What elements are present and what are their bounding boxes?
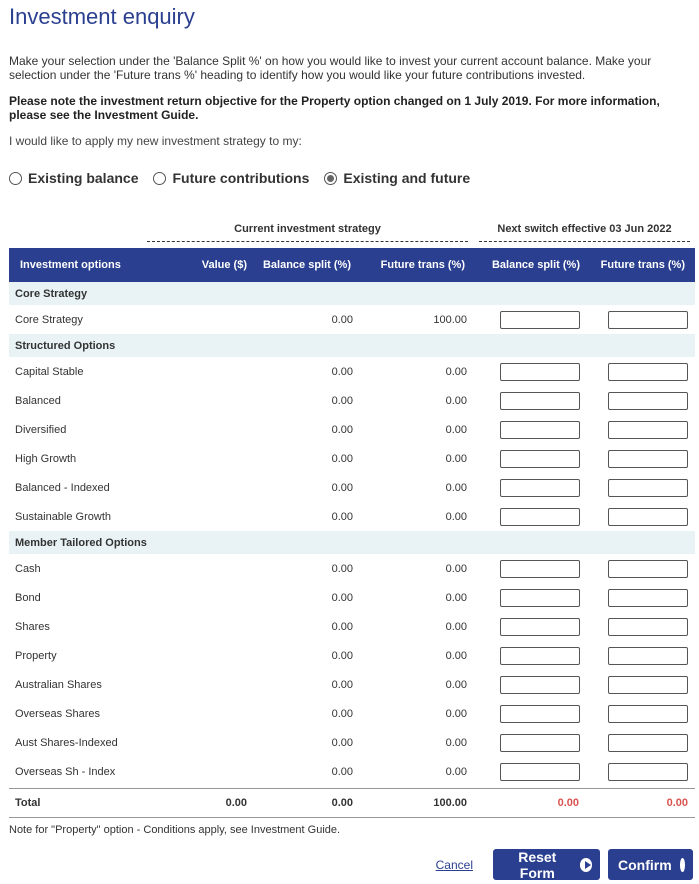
table-row bbox=[9, 728, 695, 757]
header-value: Value ($) bbox=[201, 259, 247, 271]
new-balance-split-cell bbox=[467, 508, 580, 526]
option-name: Sustainable Growth bbox=[15, 510, 111, 523]
new-balance-split-input[interactable] bbox=[500, 734, 580, 752]
option-name: Overseas Shares bbox=[15, 707, 100, 720]
new-future-trans-input[interactable] bbox=[608, 421, 688, 439]
header-new-balance-split: Balance split (%) bbox=[491, 259, 580, 271]
new-future-trans-input[interactable] bbox=[608, 479, 688, 497]
option-future-trans: 0.00 bbox=[445, 394, 467, 407]
new-future-trans-input[interactable] bbox=[608, 647, 688, 665]
new-balance-split-input[interactable] bbox=[500, 589, 580, 607]
new-balance-split-cell bbox=[467, 589, 580, 607]
radio-existing-and-future[interactable] bbox=[324, 170, 470, 186]
option-balance-split: 0.00 bbox=[331, 423, 353, 436]
new-future-trans-cell bbox=[580, 311, 695, 329]
new-balance-split-input[interactable] bbox=[500, 647, 580, 665]
option-balance-split: 0.00 bbox=[331, 510, 353, 523]
option-name: Shares bbox=[15, 620, 50, 633]
table-row bbox=[9, 757, 695, 786]
option-balance-split: 0.00 bbox=[331, 678, 353, 691]
new-future-trans-cell bbox=[580, 763, 695, 781]
new-future-trans-cell bbox=[580, 618, 695, 636]
new-balance-split-cell bbox=[467, 676, 580, 694]
option-name: Cash bbox=[15, 562, 41, 575]
option-name: Australian Shares bbox=[15, 678, 102, 691]
group-next-switch: Next switch effective 03 Jun 2022 bbox=[479, 223, 690, 242]
new-balance-split-input[interactable] bbox=[500, 363, 580, 381]
total-row bbox=[9, 788, 695, 818]
confirm-label[interactable]: Confirm bbox=[618, 856, 672, 873]
investment-table bbox=[9, 248, 695, 818]
table-row bbox=[9, 502, 695, 531]
header-new-future-trans: Future trans (%) bbox=[600, 259, 685, 271]
option-future-trans: 100.00 bbox=[433, 313, 467, 326]
option-future-trans: 0.00 bbox=[445, 707, 467, 720]
new-future-trans-input[interactable] bbox=[608, 676, 688, 694]
form-actions bbox=[436, 849, 693, 880]
radio-existing-and-future-label[interactable]: Existing and future bbox=[343, 170, 471, 186]
section-header: Core Strategy bbox=[9, 282, 695, 305]
new-balance-split-input[interactable] bbox=[500, 421, 580, 439]
new-future-trans-input[interactable] bbox=[608, 311, 688, 329]
option-balance-split: 0.00 bbox=[331, 707, 353, 720]
new-future-trans-cell bbox=[580, 676, 695, 694]
new-balance-split-cell bbox=[467, 763, 580, 781]
option-name: Capital Stable bbox=[15, 365, 84, 378]
option-future-trans: 0.00 bbox=[445, 423, 467, 436]
option-balance-split: 0.00 bbox=[331, 736, 353, 749]
new-future-trans-input[interactable] bbox=[608, 392, 688, 410]
table-row bbox=[9, 554, 695, 583]
new-future-trans-input[interactable] bbox=[608, 763, 688, 781]
intro-text: Make your selection under the 'Balance Split %' on how you would like to invest your current account balance. Make your selection under the 'Future trans %' heading to identify how you would like your future contributions invested. bbox=[9, 54, 652, 82]
radio-existing-balance-circle[interactable] bbox=[9, 172, 22, 185]
option-future-trans: 0.00 bbox=[445, 765, 467, 778]
option-future-trans: 0.00 bbox=[445, 365, 467, 378]
new-balance-split-input[interactable] bbox=[500, 705, 580, 723]
reset-form-button[interactable] bbox=[493, 849, 600, 880]
new-future-trans-input[interactable] bbox=[608, 734, 688, 752]
option-future-trans: 0.00 bbox=[445, 510, 467, 523]
total-label: Total bbox=[15, 797, 41, 809]
new-balance-split-cell bbox=[467, 421, 580, 439]
option-future-trans: 0.00 bbox=[445, 736, 467, 749]
new-balance-split-input[interactable] bbox=[500, 676, 580, 694]
option-future-trans: 0.00 bbox=[445, 620, 467, 633]
new-future-trans-cell bbox=[580, 392, 695, 410]
table-row bbox=[9, 415, 695, 444]
radio-future-contributions-circle[interactable] bbox=[153, 172, 166, 185]
option-future-trans: 0.00 bbox=[445, 452, 467, 465]
new-future-trans-cell bbox=[580, 450, 695, 468]
new-future-trans-input[interactable] bbox=[608, 363, 688, 381]
new-balance-split-cell bbox=[467, 647, 580, 665]
new-balance-split-cell bbox=[467, 479, 580, 497]
table-row bbox=[9, 305, 695, 334]
total-future-trans: 100.00 bbox=[433, 797, 467, 809]
new-balance-split-input[interactable] bbox=[500, 560, 580, 578]
option-name: Property bbox=[15, 649, 57, 662]
option-balance-split: 0.00 bbox=[331, 394, 353, 407]
option-name: Overseas Sh - Index bbox=[15, 765, 116, 778]
strategy-radio-group bbox=[9, 170, 485, 186]
option-balance-split: 0.00 bbox=[331, 591, 353, 604]
new-balance-split-cell bbox=[467, 705, 580, 723]
option-balance-split: 0.00 bbox=[331, 481, 353, 494]
new-balance-split-input[interactable] bbox=[500, 311, 580, 329]
option-balance-split: 0.00 bbox=[331, 365, 353, 378]
new-balance-split-input[interactable] bbox=[500, 450, 580, 468]
table-row bbox=[9, 670, 695, 699]
option-future-trans: 0.00 bbox=[445, 678, 467, 691]
table-body bbox=[9, 282, 695, 786]
new-future-trans-input[interactable] bbox=[608, 450, 688, 468]
new-future-trans-input[interactable] bbox=[608, 705, 688, 723]
option-balance-split: 0.00 bbox=[331, 562, 353, 575]
new-balance-split-cell bbox=[467, 363, 580, 381]
option-future-trans: 0.00 bbox=[445, 562, 467, 575]
header-balance-split: Balance split (%) bbox=[262, 259, 351, 271]
new-future-trans-input[interactable] bbox=[608, 618, 688, 636]
arrow-right-icon bbox=[580, 858, 592, 872]
reset-form-label[interactable]: Reset Form bbox=[518, 848, 557, 881]
new-future-trans-cell bbox=[580, 647, 695, 665]
option-future-trans: 0.00 bbox=[445, 649, 467, 662]
table-row bbox=[9, 386, 695, 415]
option-balance-split: 0.00 bbox=[331, 452, 353, 465]
option-balance-split: 0.00 bbox=[331, 649, 353, 662]
new-balance-split-input[interactable] bbox=[500, 618, 580, 636]
total-balance-split: 0.00 bbox=[331, 797, 353, 809]
new-future-trans-input[interactable] bbox=[608, 508, 688, 526]
radio-existing-balance[interactable] bbox=[9, 170, 138, 186]
new-future-trans-cell bbox=[580, 589, 695, 607]
property-note: Please note the investment return objective for the Property option changed on 1 July 2019. For more information, please see the Investment Guide. bbox=[9, 94, 660, 122]
option-name: Balanced - Indexed bbox=[15, 481, 110, 494]
option-name: Balanced bbox=[15, 394, 61, 407]
radio-future-contributions-label[interactable]: Future contributions bbox=[172, 170, 310, 186]
new-balance-split-cell bbox=[467, 392, 580, 410]
new-balance-split-input[interactable] bbox=[500, 508, 580, 526]
option-name: Diversified bbox=[15, 423, 67, 436]
table-row bbox=[9, 699, 695, 728]
table-row bbox=[9, 473, 695, 502]
new-balance-split-cell bbox=[467, 450, 580, 468]
option-name: Aust Shares-Indexed bbox=[15, 736, 118, 749]
new-future-trans-cell bbox=[580, 560, 695, 578]
new-future-trans-cell bbox=[580, 705, 695, 723]
option-balance-split: 0.00 bbox=[331, 765, 353, 778]
new-balance-split-cell bbox=[467, 734, 580, 752]
option-name: High Growth bbox=[15, 452, 77, 465]
section-header: Member Tailored Options bbox=[9, 531, 695, 554]
new-future-trans-cell bbox=[580, 479, 695, 497]
confirm-button[interactable] bbox=[608, 849, 693, 880]
new-future-trans-input[interactable] bbox=[608, 589, 688, 607]
table-header bbox=[9, 248, 695, 282]
new-future-trans-input[interactable] bbox=[608, 560, 688, 578]
radio-future-contributions[interactable] bbox=[153, 170, 309, 186]
option-balance-split: 0.00 bbox=[331, 313, 353, 326]
property-footnote: Note for "Property" option - Conditions apply, see Investment Guide. bbox=[9, 824, 341, 836]
new-future-trans-cell bbox=[580, 508, 695, 526]
table-row bbox=[9, 641, 695, 670]
option-name: Core Strategy bbox=[15, 313, 83, 326]
new-balance-split-input[interactable] bbox=[500, 392, 580, 410]
header-investment-options: Investment options bbox=[20, 259, 121, 271]
section-header: Structured Options bbox=[9, 334, 695, 357]
table-row bbox=[9, 612, 695, 641]
total-value: 0.00 bbox=[225, 797, 247, 809]
new-balance-split-input[interactable] bbox=[500, 763, 580, 781]
table-row bbox=[9, 357, 695, 386]
total-new-balance-split: 0.00 bbox=[557, 797, 579, 809]
radio-existing-and-future-circle[interactable] bbox=[324, 172, 337, 185]
table-row bbox=[9, 583, 695, 612]
cancel-link[interactable]: Cancel bbox=[435, 857, 473, 872]
new-balance-split-cell bbox=[467, 560, 580, 578]
new-balance-split-input[interactable] bbox=[500, 479, 580, 497]
option-future-trans: 0.00 bbox=[445, 481, 467, 494]
new-future-trans-cell bbox=[580, 363, 695, 381]
option-name: Bond bbox=[15, 591, 41, 604]
total-new-future-trans: 0.00 bbox=[666, 797, 688, 809]
new-future-trans-cell bbox=[580, 421, 695, 439]
apply-label: I would like to apply my new investment strategy to my: bbox=[9, 134, 302, 148]
option-future-trans: 0.00 bbox=[445, 591, 467, 604]
radio-existing-balance-label[interactable]: Existing balance bbox=[28, 170, 139, 186]
new-future-trans-cell bbox=[580, 734, 695, 752]
header-future-trans: Future trans (%) bbox=[380, 259, 465, 271]
group-current-strategy: Current investment strategy bbox=[147, 223, 468, 242]
new-balance-split-cell bbox=[467, 311, 580, 329]
page-title: Investment enquiry bbox=[9, 4, 195, 29]
table-row bbox=[9, 444, 695, 473]
option-balance-split: 0.00 bbox=[331, 620, 353, 633]
arrow-right-icon bbox=[680, 858, 685, 872]
new-balance-split-cell bbox=[467, 618, 580, 636]
